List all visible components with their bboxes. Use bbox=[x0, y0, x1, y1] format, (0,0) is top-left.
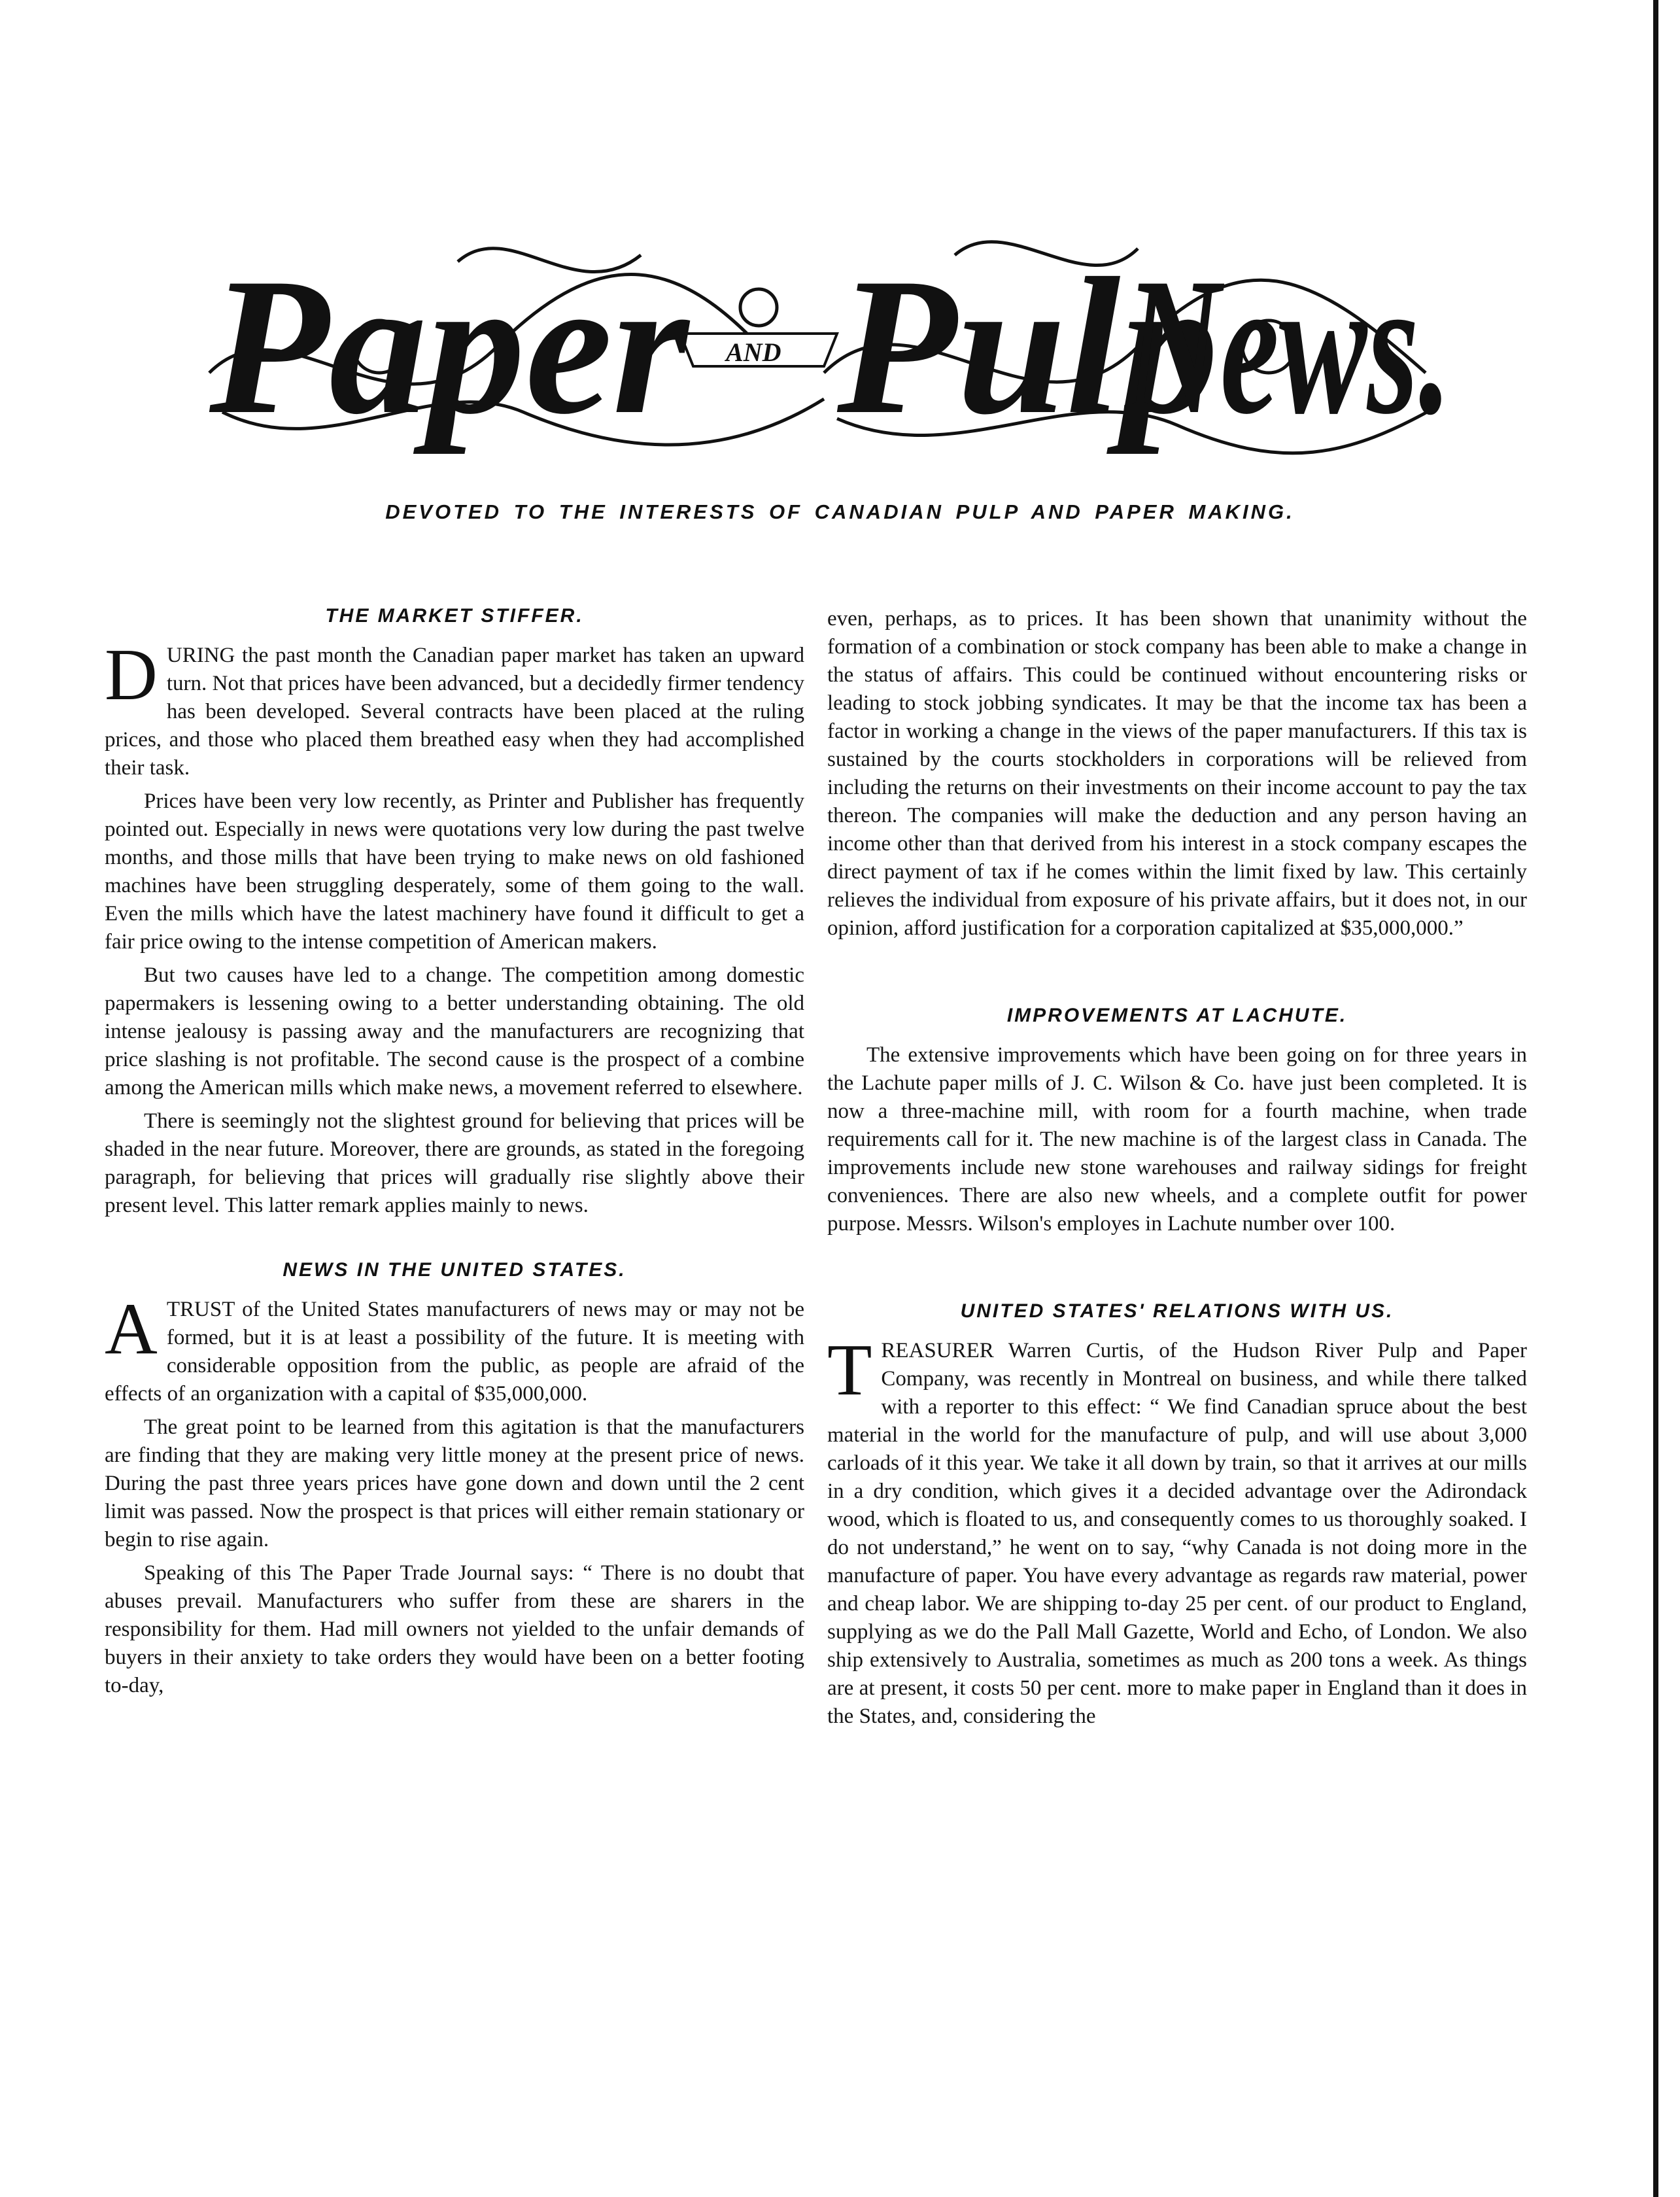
article-news-united-states bbox=[105, 1259, 804, 1700]
drop-cap: D bbox=[105, 634, 158, 716]
article-paragraph: But two causes have led to a change. The competition among domestic papermakers is lessening owing to a better understanding obtaining. The old intense jealousy is passing away and the manufacturers are recognizing that price slashing is not profitable. The second cause is the prospect of a combine among the American mills which make news, a movement referred to elsewhere. bbox=[105, 963, 804, 1099]
article-paragraph: The great point to be learned from this agitation is that the manufacturers are finding that they are making very little money at the present price of news. During the past three years prices have gone down and down until the 2 cent limit was passed. Now the prospect is that prices will either remain stationary or begin to rise again. bbox=[105, 1415, 804, 1551]
right-edge-rule bbox=[1653, 0, 1658, 2197]
article-paragraph: ATRUST of the United States manufacturers of news may or may not be formed, but it is at least a possibility of the future. It is meeting with considerable opposition from the public, as people are afraid of the effects of an organization with a capital of $35,000,000. bbox=[105, 1289, 804, 1406]
article-lachute bbox=[827, 1005, 1527, 1238]
article-heading: UNITED STATES' RELATIONS WITH US. bbox=[960, 1300, 1394, 1322]
left-column bbox=[105, 0, 804, 1700]
tagline: DEVOTED TO THE INTERESTS OF CANADIAN PULP AND PAPER MAKING. bbox=[385, 500, 1295, 523]
article-heading: NEWS IN THE UNITED STATES. bbox=[283, 1259, 626, 1281]
article-us-relations bbox=[827, 1300, 1527, 1731]
drop-cap: A bbox=[105, 1289, 158, 1370]
article-paragraph: TREASURER Warren Curtis, of the Hudson River Pulp and Paper Company, was recently in Montreal on business, and while there talked with a reporter to this effect: “ We find Canadian spruce about the best material in the world for the manufacture of pulp, and will use about 3,000 carloads of it this year. We take it all down by train, so that it arrives at our mills in a dry condition, which gives it a decided advantage over the Adirondack wood, which is floated to us, and consequently comes to us thoroughly soaked. I do not understand,” he went on to say, “why Canada is not doing more in the manufacture of paper. You have every advantage as regards raw material, power and cheap labor. We are shipping to-day 25 per cent. of our product to England, supplying as we do the Pall Mall Gazette, World and Echo, of London. We also ship extensively to Australia, sometimes as much as 200 tons a week. As things are at present, it costs 50 per cent. more to make paper in England than it does in the States, and, considering the bbox=[827, 1330, 1527, 1728]
article-paragraph: The extensive improvements which have been going on for three years in the Lachute paper mills of J. C. Wilson & Co. have just been completed. It is now a three-machine mill, with room for a fourth machine, when trade requirements call for it. The new machine is of the largest class in Canada. The improvements include new stone warehouses and railway sidings for freight conveniences. There are also new wheels, and a complete outfit for power purpose. Messrs. Wilson's employes in Lachute number over 100. bbox=[827, 1043, 1527, 1236]
article-heading: IMPROVEMENTS AT LACHUTE. bbox=[1006, 1005, 1348, 1026]
masthead-word-and: AND bbox=[726, 337, 781, 367]
masthead-word-pulp: Pulp bbox=[837, 237, 1219, 455]
right-column bbox=[827, 0, 1527, 1731]
article-paragraph: Prices have been very low recently, as Printer and Publisher has frequently pointed out. Especially in news were quotations very low during the past twelve months, and those mills that have been trying to make news on old fashioned machines have been struggling desperately, some of them going to the wall. Even the mills which have the latest machinery have found it difficult to get a fair price owing to the intense competition of American makers. bbox=[105, 789, 804, 954]
masthead-word-paper: Paper bbox=[209, 237, 689, 455]
article-paragraph: DURING the past month the Canadian paper market has taken an upward turn. Not that prices have been advanced, but a decidedly firmer tendency has been developed. Several contracts have been placed at the ruling prices, and those who placed them breathed easy when they had accomplished their task. bbox=[105, 634, 804, 780]
masthead-word-news: News. bbox=[1122, 237, 1452, 455]
article-continuation: even, perhaps, as to prices. It has been shown that unanimity without the formation of a combination or stock company has been able to make a change in the status of affairs. This could be continued without encountering risks or leading to stock jobbing syndicates. It may be that the income tax has been a factor in working a change in the views of the paper manufacturers. If this tax is sustained by the courts stockholders in corporations will be relieved from including the returns on their investments on their income account to pay the tax thereon. The companies will make the deduction and any person having an income other than that derived from his interest in a stock company escapes the direct payment of tax if he comes within the limit fixed by law. This certainly relieves the individual from exposure of his private affairs, but it does not, in our opinion, afford justification for a corporation capitalized at $35,000,000.” bbox=[827, 607, 1527, 940]
article-paragraph: There is seemingly not the slightest ground for believing that prices will be shaded in the near future. Moreover, there are grounds, as stated in the foregoing paragraph, for believing that prices will gradually rise slightly above their present level. This latter remark applies mainly to news. bbox=[105, 1109, 804, 1217]
drop-cap: T bbox=[827, 1330, 872, 1411]
article-heading: THE MARKET STIFFER. bbox=[325, 605, 584, 627]
article-market-stiffer bbox=[105, 605, 804, 1220]
article-paragraph: Speaking of this The Paper Trade Journal says: “ There is no doubt that abuses prevail. Manufacturers who suffer from these are sharers in the responsibility for them. Had mill owners not yielded to the unfair demands of buyers in their anxiety to take orders they would have been on a better footing to-day, bbox=[105, 1561, 804, 1697]
